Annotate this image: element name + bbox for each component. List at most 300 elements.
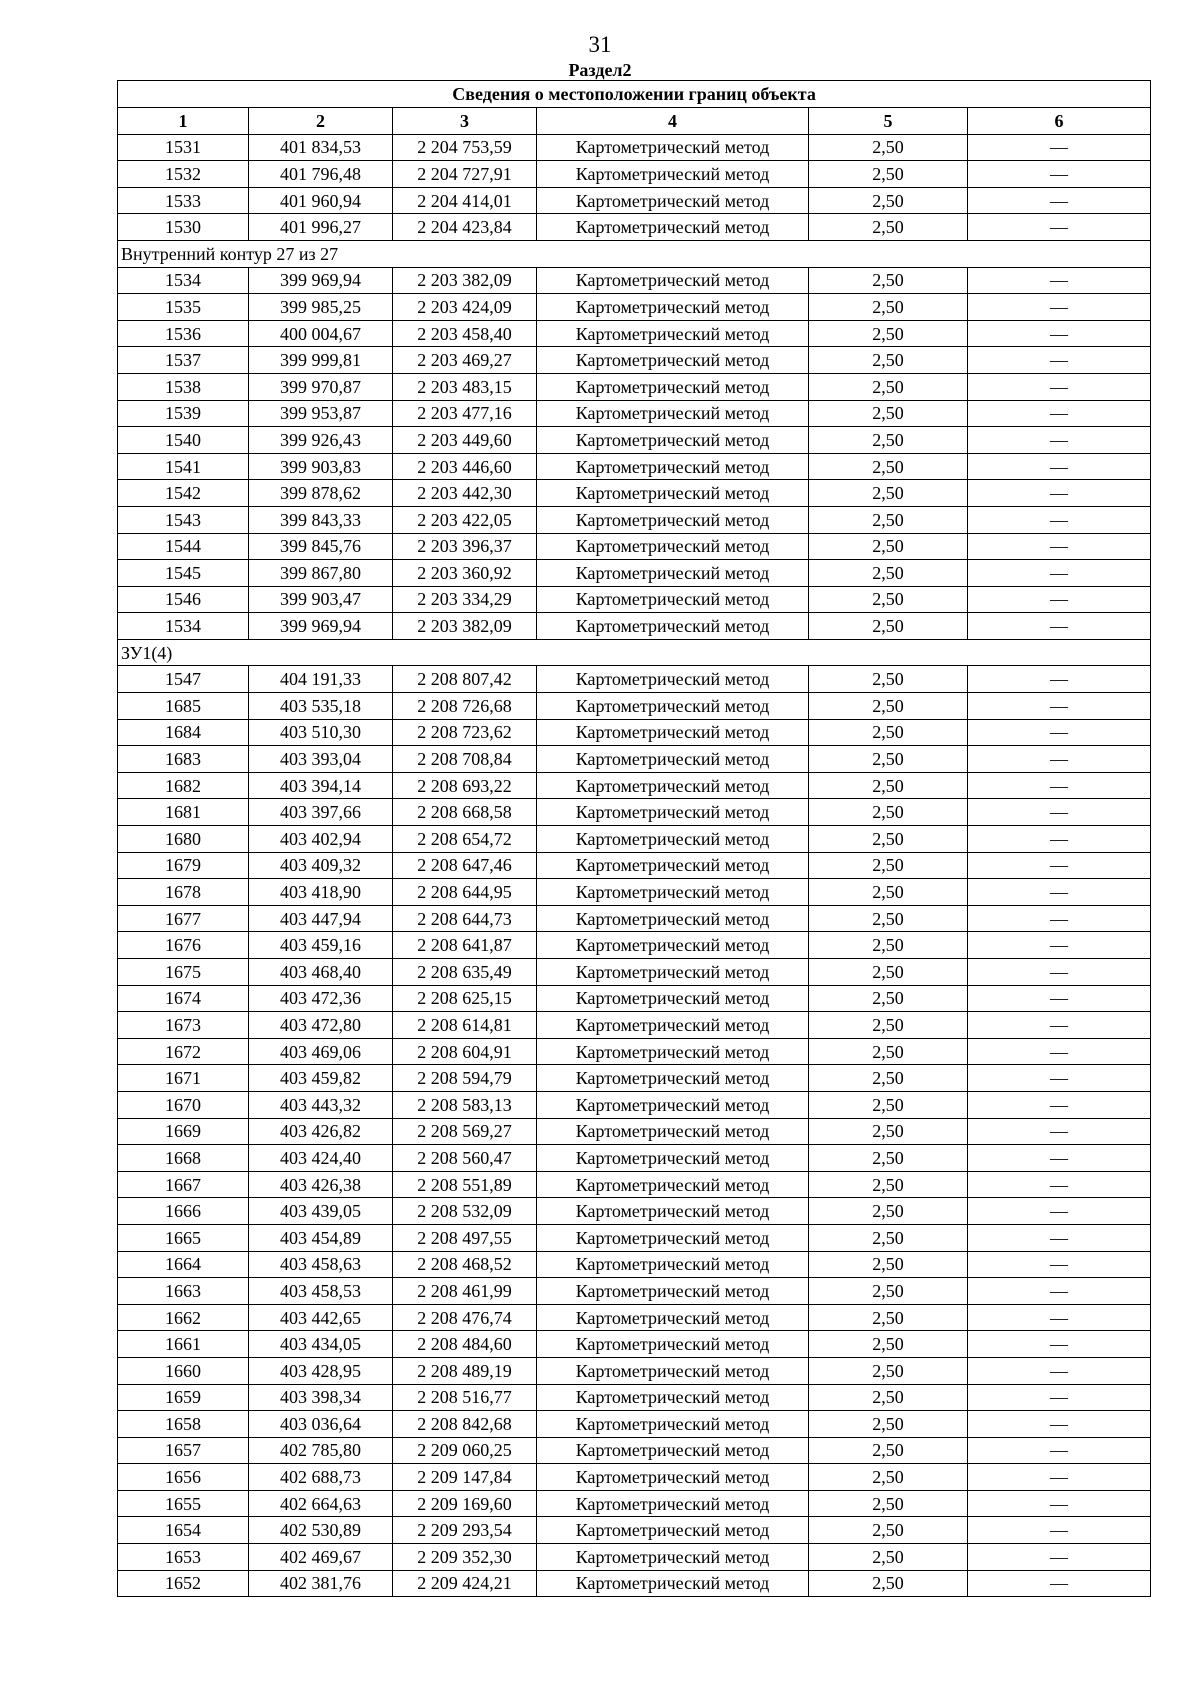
coord-y-cell: 2 203 449,60: [393, 427, 537, 454]
column-header: 3: [393, 108, 537, 135]
note-cell: —: [968, 1224, 1151, 1251]
table-row: [118, 1331, 1151, 1358]
point-number-cell: 1664: [118, 1251, 249, 1278]
coord-y-cell: 2 204 753,59: [393, 134, 537, 161]
point-number-cell: 1663: [118, 1278, 249, 1305]
coord-x-cell: 403 434,05: [249, 1331, 393, 1358]
point-number-cell: 1536: [118, 320, 249, 347]
coord-y-cell: 2 209 352,30: [393, 1544, 537, 1571]
precision-cell: 2,50: [809, 506, 968, 533]
precision-cell: 2,50: [809, 187, 968, 214]
method-cell: Картометрический метод: [537, 1570, 809, 1597]
coord-y-cell: 2 203 424,09: [393, 294, 537, 321]
coord-y-cell: 2 208 693,22: [393, 772, 537, 799]
point-number-cell: 1674: [118, 985, 249, 1012]
coord-x-cell: 403 454,89: [249, 1224, 393, 1251]
precision-cell: 2,50: [809, 427, 968, 454]
table-row: [118, 613, 1151, 640]
precision-cell: 2,50: [809, 1304, 968, 1331]
precision-cell: 2,50: [809, 373, 968, 400]
note-cell: —: [968, 134, 1151, 161]
point-number-cell: 1673: [118, 1012, 249, 1039]
note-cell: —: [968, 373, 1151, 400]
note-cell: —: [968, 693, 1151, 720]
note-cell: —: [968, 1171, 1151, 1198]
column-header: 1: [118, 108, 249, 135]
note-cell: —: [968, 1437, 1151, 1464]
coord-y-cell: 2 208 647,46: [393, 852, 537, 879]
coord-x-cell: 402 381,76: [249, 1570, 393, 1597]
point-number-cell: 1672: [118, 1038, 249, 1065]
precision-cell: 2,50: [809, 1198, 968, 1225]
note-cell: —: [968, 852, 1151, 879]
column-header: 4: [537, 108, 809, 135]
point-number-cell: 1675: [118, 959, 249, 986]
note-cell: —: [968, 1038, 1151, 1065]
note-cell: —: [968, 1198, 1151, 1225]
method-cell: Картометрический метод: [537, 1065, 809, 1092]
method-cell: Картометрический метод: [537, 373, 809, 400]
precision-cell: 2,50: [809, 214, 968, 241]
table-row: [118, 1437, 1151, 1464]
coord-y-cell: 2 208 476,74: [393, 1304, 537, 1331]
precision-cell: 2,50: [809, 852, 968, 879]
precision-cell: 2,50: [809, 799, 968, 826]
coord-y-cell: 2 208 594,79: [393, 1065, 537, 1092]
point-number-cell: 1534: [118, 267, 249, 294]
coord-x-cell: 399 999,81: [249, 347, 393, 374]
coord-x-cell: 399 970,87: [249, 373, 393, 400]
note-cell: —: [968, 1490, 1151, 1517]
precision-cell: 2,50: [809, 719, 968, 746]
precision-cell: 2,50: [809, 267, 968, 294]
point-number-cell: 1656: [118, 1464, 249, 1491]
coord-x-cell: 402 530,89: [249, 1517, 393, 1544]
point-number-cell: 1534: [118, 613, 249, 640]
table-row: [118, 1224, 1151, 1251]
note-cell: —: [968, 506, 1151, 533]
method-cell: Картометрический метод: [537, 852, 809, 879]
point-number-cell: 1684: [118, 719, 249, 746]
coord-y-cell: 2 208 807,42: [393, 666, 537, 693]
coord-x-cell: 399 969,94: [249, 613, 393, 640]
precision-cell: 2,50: [809, 1331, 968, 1358]
note-cell: —: [968, 799, 1151, 826]
method-cell: Картометрический метод: [537, 746, 809, 773]
table-row: [118, 1091, 1151, 1118]
coord-y-cell: 2 208 668,58: [393, 799, 537, 826]
coord-x-cell: 399 985,25: [249, 294, 393, 321]
note-cell: —: [968, 214, 1151, 241]
method-cell: Картометрический метод: [537, 1224, 809, 1251]
method-cell: Картометрический метод: [537, 1304, 809, 1331]
point-number-cell: 1671: [118, 1065, 249, 1092]
coord-y-cell: 2 203 477,16: [393, 400, 537, 427]
note-cell: —: [968, 560, 1151, 587]
table-row: [118, 1384, 1151, 1411]
precision-cell: 2,50: [809, 1544, 968, 1571]
note-cell: —: [968, 453, 1151, 480]
coord-y-cell: 2 208 516,77: [393, 1384, 537, 1411]
precision-cell: 2,50: [809, 134, 968, 161]
note-cell: —: [968, 772, 1151, 799]
point-number-cell: 1655: [118, 1490, 249, 1517]
table-row: [118, 1145, 1151, 1172]
note-cell: —: [968, 320, 1151, 347]
table-row: [118, 267, 1151, 294]
point-number-cell: 1668: [118, 1145, 249, 1172]
table-row: [118, 187, 1151, 214]
coord-x-cell: 403 439,05: [249, 1198, 393, 1225]
table-row: [118, 373, 1151, 400]
column-header-row: [118, 108, 1151, 135]
note-cell: —: [968, 1357, 1151, 1384]
precision-cell: 2,50: [809, 1570, 968, 1597]
point-number-cell: 1545: [118, 560, 249, 587]
table-row: [118, 294, 1151, 321]
method-cell: Картометрический метод: [537, 453, 809, 480]
coord-x-cell: 402 785,80: [249, 1437, 393, 1464]
coord-y-cell: 2 203 458,40: [393, 320, 537, 347]
note-cell: —: [968, 666, 1151, 693]
precision-cell: 2,50: [809, 772, 968, 799]
table-row: [118, 506, 1151, 533]
note-cell: —: [968, 1544, 1151, 1571]
table-row: [118, 799, 1151, 826]
table-row: [118, 1251, 1151, 1278]
coord-y-cell: 2 204 727,91: [393, 161, 537, 188]
point-number-cell: 1657: [118, 1437, 249, 1464]
note-cell: —: [968, 294, 1151, 321]
point-number-cell: 1679: [118, 852, 249, 879]
precision-cell: 2,50: [809, 586, 968, 613]
coord-y-cell: 2 209 060,25: [393, 1437, 537, 1464]
coord-x-cell: 401 960,94: [249, 187, 393, 214]
coord-x-cell: 403 458,63: [249, 1251, 393, 1278]
table-row: [118, 985, 1151, 1012]
precision-cell: 2,50: [809, 1118, 968, 1145]
method-cell: Картометрический метод: [537, 1411, 809, 1438]
table-row: [118, 1278, 1151, 1305]
note-cell: —: [968, 826, 1151, 853]
coord-y-cell: 2 208 726,68: [393, 693, 537, 720]
point-number-cell: 1654: [118, 1517, 249, 1544]
method-cell: Картометрический метод: [537, 1278, 809, 1305]
point-number-cell: 1544: [118, 533, 249, 560]
table-row: [118, 1012, 1151, 1039]
coord-y-cell: 2 208 654,72: [393, 826, 537, 853]
column-header: 2: [249, 108, 393, 135]
point-number-cell: 1677: [118, 905, 249, 932]
table-body: [118, 134, 1151, 1597]
method-cell: Картометрический метод: [537, 347, 809, 374]
coord-y-cell: 2 208 842,68: [393, 1411, 537, 1438]
coord-x-cell: 399 926,43: [249, 427, 393, 454]
coord-y-cell: 2 208 532,09: [393, 1198, 537, 1225]
coord-x-cell: 402 688,73: [249, 1464, 393, 1491]
point-number-cell: 1667: [118, 1171, 249, 1198]
point-number-cell: 1530: [118, 214, 249, 241]
coord-x-cell: 404 191,33: [249, 666, 393, 693]
coord-x-cell: 403 459,16: [249, 932, 393, 959]
note-cell: —: [968, 400, 1151, 427]
coord-x-cell: 403 468,40: [249, 959, 393, 986]
precision-cell: 2,50: [809, 1012, 968, 1039]
method-cell: Картометрический метод: [537, 666, 809, 693]
method-cell: Картометрический метод: [537, 772, 809, 799]
precision-cell: 2,50: [809, 985, 968, 1012]
coord-x-cell: 403 393,04: [249, 746, 393, 773]
table-row: [118, 746, 1151, 773]
table-row: [118, 959, 1151, 986]
table-title-row: [118, 81, 1151, 108]
coord-x-cell: 403 469,06: [249, 1038, 393, 1065]
point-number-cell: 1659: [118, 1384, 249, 1411]
point-number-cell: 1547: [118, 666, 249, 693]
point-number-cell: 1543: [118, 506, 249, 533]
note-cell: —: [968, 533, 1151, 560]
precision-cell: 2,50: [809, 613, 968, 640]
point-number-cell: 1665: [118, 1224, 249, 1251]
table-row: [118, 879, 1151, 906]
coord-x-cell: 403 424,40: [249, 1145, 393, 1172]
precision-cell: 2,50: [809, 1490, 968, 1517]
coord-x-cell: 403 472,36: [249, 985, 393, 1012]
method-cell: Картометрический метод: [537, 506, 809, 533]
method-cell: Картометрический метод: [537, 427, 809, 454]
precision-cell: 2,50: [809, 905, 968, 932]
note-cell: —: [968, 187, 1151, 214]
precision-cell: 2,50: [809, 959, 968, 986]
method-cell: Картометрический метод: [537, 320, 809, 347]
coord-x-cell: 401 834,53: [249, 134, 393, 161]
precision-cell: 2,50: [809, 347, 968, 374]
precision-cell: 2,50: [809, 1171, 968, 1198]
method-cell: Картометрический метод: [537, 267, 809, 294]
precision-cell: 2,50: [809, 879, 968, 906]
note-cell: —: [968, 1411, 1151, 1438]
coord-y-cell: 2 209 424,21: [393, 1570, 537, 1597]
coord-y-cell: 2 208 560,47: [393, 1145, 537, 1172]
table-row: [118, 693, 1151, 720]
coord-y-cell: 2 208 625,15: [393, 985, 537, 1012]
note-cell: —: [968, 586, 1151, 613]
coord-x-cell: 403 397,66: [249, 799, 393, 826]
coord-x-cell: 402 469,67: [249, 1544, 393, 1571]
point-number-cell: 1680: [118, 826, 249, 853]
table-row: [118, 453, 1151, 480]
note-cell: —: [968, 719, 1151, 746]
precision-cell: 2,50: [809, 400, 968, 427]
precision-cell: 2,50: [809, 480, 968, 507]
coord-y-cell: 2 203 382,09: [393, 267, 537, 294]
note-cell: —: [968, 1091, 1151, 1118]
method-cell: Картометрический метод: [537, 879, 809, 906]
coord-y-cell: 2 203 360,92: [393, 560, 537, 587]
note-cell: —: [968, 161, 1151, 188]
table-row: [118, 1570, 1151, 1597]
method-cell: Картометрический метод: [537, 905, 809, 932]
group-heading-row: [118, 240, 1151, 267]
coord-x-cell: 401 996,27: [249, 214, 393, 241]
precision-cell: 2,50: [809, 1517, 968, 1544]
method-cell: Картометрический метод: [537, 560, 809, 587]
coordinates-table: [117, 80, 1151, 1597]
precision-cell: 2,50: [809, 533, 968, 560]
table-row: [118, 666, 1151, 693]
coord-y-cell: 2 204 414,01: [393, 187, 537, 214]
note-cell: —: [968, 905, 1151, 932]
point-number-cell: 1537: [118, 347, 249, 374]
coord-y-cell: 2 208 468,52: [393, 1251, 537, 1278]
method-cell: Картометрический метод: [537, 214, 809, 241]
method-cell: Картометрический метод: [537, 932, 809, 959]
point-number-cell: 1685: [118, 693, 249, 720]
table-row: [118, 1065, 1151, 1092]
table-row: [118, 320, 1151, 347]
note-cell: —: [968, 985, 1151, 1012]
method-cell: Картометрический метод: [537, 1544, 809, 1571]
precision-cell: 2,50: [809, 161, 968, 188]
point-number-cell: 1531: [118, 134, 249, 161]
precision-cell: 2,50: [809, 1278, 968, 1305]
coord-y-cell: 2 208 723,62: [393, 719, 537, 746]
precision-cell: 2,50: [809, 1411, 968, 1438]
method-cell: Картометрический метод: [537, 1490, 809, 1517]
note-cell: —: [968, 746, 1151, 773]
point-number-cell: 1541: [118, 453, 249, 480]
coord-y-cell: 2 208 604,91: [393, 1038, 537, 1065]
point-number-cell: 1533: [118, 187, 249, 214]
method-cell: Картометрический метод: [537, 1357, 809, 1384]
precision-cell: 2,50: [809, 294, 968, 321]
method-cell: Картометрический метод: [537, 1091, 809, 1118]
table-row: [118, 772, 1151, 799]
table-row: [118, 932, 1151, 959]
coord-x-cell: 403 535,18: [249, 693, 393, 720]
point-number-cell: 1658: [118, 1411, 249, 1438]
table-row: [118, 161, 1151, 188]
coord-x-cell: 403 443,32: [249, 1091, 393, 1118]
method-cell: Картометрический метод: [537, 1517, 809, 1544]
method-cell: Картометрический метод: [537, 613, 809, 640]
coord-x-cell: 399 845,76: [249, 533, 393, 560]
section-label: Раздел2: [568, 60, 632, 80]
precision-cell: 2,50: [809, 1224, 968, 1251]
group-heading: Внутренний контур 27 из 27: [118, 240, 1151, 267]
precision-cell: 2,50: [809, 932, 968, 959]
table-row: [118, 1357, 1151, 1384]
method-cell: Картометрический метод: [537, 693, 809, 720]
precision-cell: 2,50: [809, 1384, 968, 1411]
method-cell: Картометрический метод: [537, 294, 809, 321]
note-cell: —: [968, 932, 1151, 959]
table-row: [118, 905, 1151, 932]
note-cell: —: [968, 1331, 1151, 1358]
method-cell: Картометрический метод: [537, 985, 809, 1012]
table-row: [118, 533, 1151, 560]
method-cell: Картометрический метод: [537, 799, 809, 826]
coord-y-cell: 2 204 423,84: [393, 214, 537, 241]
method-cell: Картометрический метод: [537, 400, 809, 427]
table-row: [118, 719, 1151, 746]
coord-y-cell: 2 208 484,60: [393, 1331, 537, 1358]
method-cell: Картометрический метод: [537, 719, 809, 746]
coord-x-cell: 403 447,94: [249, 905, 393, 932]
note-cell: —: [968, 1251, 1151, 1278]
table-row: [118, 1464, 1151, 1491]
method-cell: Картометрический метод: [537, 1464, 809, 1491]
note-cell: —: [968, 879, 1151, 906]
coord-y-cell: 2 208 614,81: [393, 1012, 537, 1039]
method-cell: Картометрический метод: [537, 161, 809, 188]
table-row: [118, 347, 1151, 374]
coord-x-cell: 403 394,14: [249, 772, 393, 799]
point-number-cell: 1670: [118, 1091, 249, 1118]
precision-cell: 2,50: [809, 560, 968, 587]
point-number-cell: 1540: [118, 427, 249, 454]
note-cell: —: [968, 1570, 1151, 1597]
point-number-cell: 1652: [118, 1570, 249, 1597]
point-number-cell: 1532: [118, 161, 249, 188]
table-row: [118, 1118, 1151, 1145]
coord-x-cell: 401 796,48: [249, 161, 393, 188]
note-cell: —: [968, 1145, 1151, 1172]
coord-y-cell: 2 203 446,60: [393, 453, 537, 480]
point-number-cell: 1538: [118, 373, 249, 400]
coord-x-cell: 403 426,38: [249, 1171, 393, 1198]
precision-cell: 2,50: [809, 1357, 968, 1384]
coord-y-cell: 2 208 583,13: [393, 1091, 537, 1118]
coord-y-cell: 2 208 644,95: [393, 879, 537, 906]
coord-y-cell: 2 208 644,73: [393, 905, 537, 932]
coord-y-cell: 2 208 708,84: [393, 746, 537, 773]
note-cell: —: [968, 1065, 1151, 1092]
method-cell: Картометрический метод: [537, 480, 809, 507]
coord-x-cell: 399 969,94: [249, 267, 393, 294]
table-row: [118, 560, 1151, 587]
point-number-cell: 1661: [118, 1331, 249, 1358]
precision-cell: 2,50: [809, 826, 968, 853]
note-cell: —: [968, 1278, 1151, 1305]
point-number-cell: 1546: [118, 586, 249, 613]
method-cell: Картометрический метод: [537, 1198, 809, 1225]
point-number-cell: 1682: [118, 772, 249, 799]
coord-y-cell: 2 203 422,05: [393, 506, 537, 533]
coord-x-cell: 403 409,32: [249, 852, 393, 879]
coord-x-cell: 399 953,87: [249, 400, 393, 427]
precision-cell: 2,50: [809, 1145, 968, 1172]
method-cell: Картометрический метод: [537, 1384, 809, 1411]
coord-x-cell: 399 867,80: [249, 560, 393, 587]
coord-x-cell: 400 004,67: [249, 320, 393, 347]
coord-x-cell: 399 903,47: [249, 586, 393, 613]
coord-y-cell: 2 208 569,27: [393, 1118, 537, 1145]
point-number-cell: 1660: [118, 1357, 249, 1384]
coord-x-cell: 403 510,30: [249, 719, 393, 746]
method-cell: Картометрический метод: [537, 959, 809, 986]
table-row: [118, 400, 1151, 427]
method-cell: Картометрический метод: [537, 1145, 809, 1172]
precision-cell: 2,50: [809, 320, 968, 347]
method-cell: Картометрический метод: [537, 187, 809, 214]
method-cell: Картометрический метод: [537, 1038, 809, 1065]
note-cell: —: [968, 959, 1151, 986]
coord-y-cell: 2 203 396,37: [393, 533, 537, 560]
precision-cell: 2,50: [809, 1038, 968, 1065]
note-cell: —: [968, 1517, 1151, 1544]
precision-cell: 2,50: [809, 693, 968, 720]
